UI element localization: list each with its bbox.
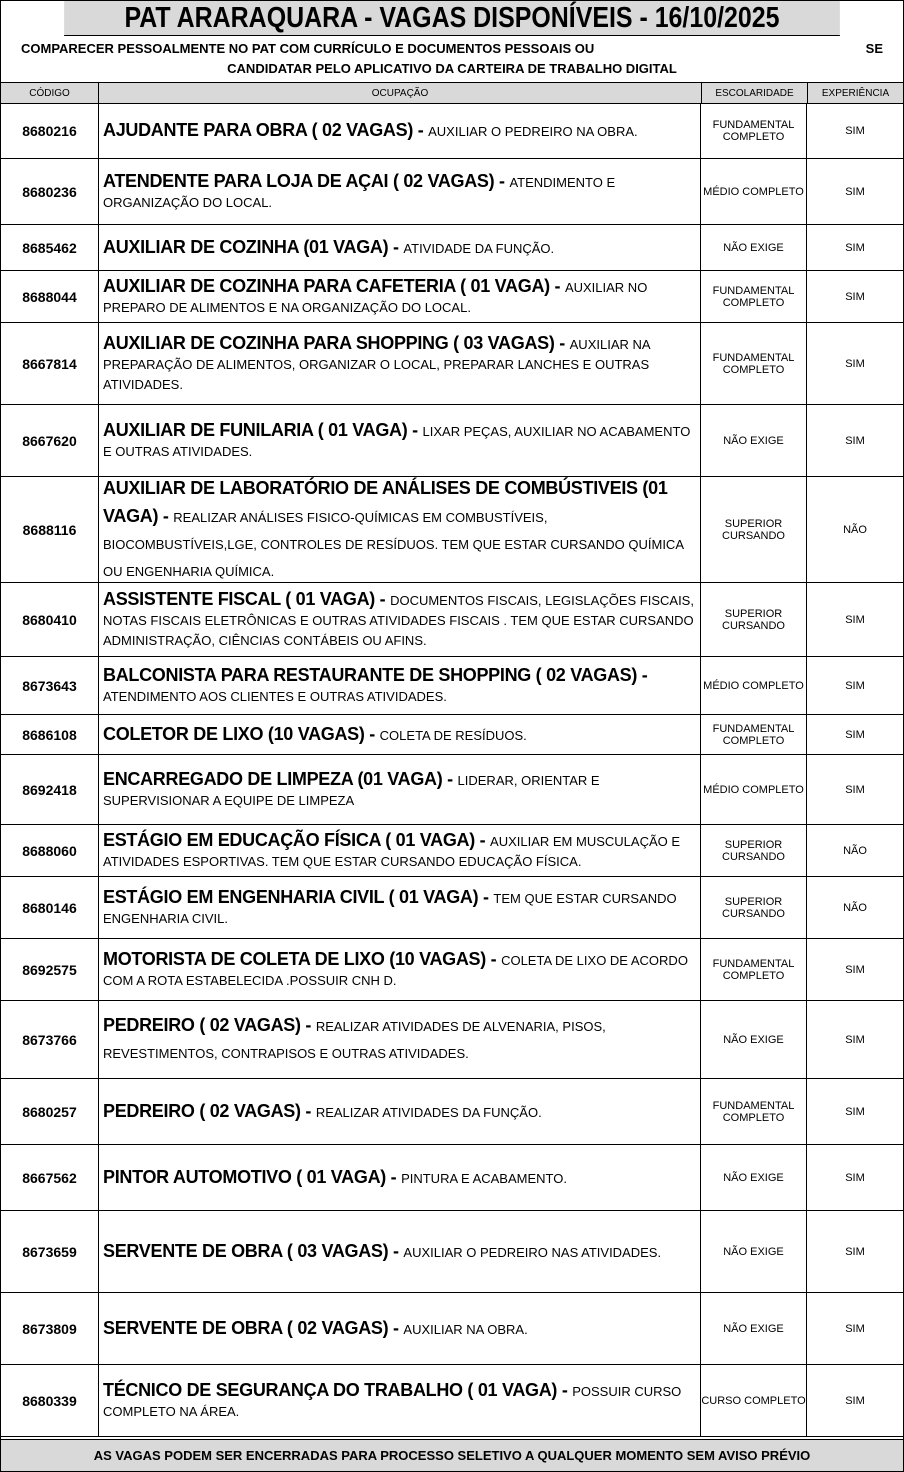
occupation-description: AUXILIAR O PEDREIRO NAS ATIVIDADES. [403, 1244, 662, 1260]
occupation-title: PEDREIRO ( 02 VAGAS) - [103, 1100, 316, 1121]
occupation-title: PINTOR AUTOMOTIVO ( 01 VAGA) - [103, 1166, 402, 1187]
job-occupation [99, 1079, 701, 1144]
occupation-title: TÉCNICO DE SEGURANÇA DO TRABALHO ( 01 VAGA) - [103, 1379, 573, 1400]
occupation-title: AUXILIAR DE COZINHA PARA CAFETERIA ( 01 VAGA) - [103, 275, 565, 296]
occupation-text [103, 949, 696, 991]
occupation-description: AUXILIAR NA PREPARAÇÃO DE ALIMENTOS, ORGANIZAR O LOCAL, PREPARAR LANCHES E OUTRAS ATIVIDADES. [103, 336, 650, 392]
occupation-text [103, 1167, 567, 1189]
table-row [1, 159, 903, 225]
job-code: 8692575 [1, 939, 99, 1000]
table-row [1, 583, 903, 657]
job-education: CURSO COMPLETO [701, 1365, 807, 1436]
job-occupation [99, 225, 701, 270]
table-row [1, 1145, 903, 1211]
job-occupation [99, 159, 701, 224]
job-occupation [99, 825, 701, 876]
job-experience: SIM [845, 290, 865, 303]
job-education: MÉDIO COMPLETO [701, 755, 807, 824]
job-education: FUNDAMENTAL COMPLETO [701, 271, 807, 322]
job-code: 8688044 [1, 271, 99, 322]
header-occupation: OCUPAÇÃO [99, 83, 702, 103]
job-experience: SIM [845, 241, 865, 254]
job-experience: SIM [845, 1322, 865, 1335]
job-code: 8673766 [1, 1001, 99, 1078]
job-code: 8667562 [1, 1145, 99, 1210]
notice-line-1: COMPARECER PESSOALMENTE NO PAT COM CURRÍCULO E DOCUMENTOS PESSOAIS OU [21, 41, 595, 56]
table-body [1, 104, 903, 1437]
job-occupation [99, 271, 701, 322]
table-row [1, 715, 903, 755]
occupation-title: ENCARREGADO DE LIMPEZA (01 VAGA) - [103, 768, 458, 789]
occupation-description: AUXILIAR O PEDREIRO NA OBRA. [428, 124, 638, 139]
table-row [1, 104, 903, 159]
occupation-title: COLETOR DE LIXO (10 VAGAS) - [103, 723, 380, 744]
header-experience: EXPERIÊNCIA [821, 87, 890, 99]
job-occupation [99, 583, 701, 656]
job-code: 8667814 [1, 323, 99, 404]
occupation-description: REALIZAR ATIVIDADES DA FUNÇÃO. [315, 1104, 542, 1120]
occupation-title: SERVENTE DE OBRA ( 02 VAGAS) - [103, 1317, 404, 1338]
occupation-text [103, 1012, 696, 1067]
job-code: 8673643 [1, 657, 99, 714]
notice-line-2: CANDIDATAR PELO APLICATIVO DA CARTEIRA DE TRABALHO DIGITAL [227, 61, 677, 76]
occupation-title: AUXILIAR DE FUNILARIA ( 01 VAGA) - [103, 419, 423, 440]
occupation-text [103, 276, 696, 318]
job-education: NÃO EXIGE [701, 1211, 807, 1292]
occupation-description: LIXAR PEÇAS, AUXILIAR NO ACABAMENTO E OUTRAS ATIVIDADES. [103, 423, 691, 459]
table-row [1, 405, 903, 477]
table-row [1, 1293, 903, 1365]
occupation-title: ESTÁGIO EM EDUCAÇÃO FÍSICA ( 01 VAGA) - [103, 829, 491, 850]
job-code: 8680146 [1, 877, 99, 938]
job-experience: SIM [845, 434, 865, 447]
job-experience: SIM [845, 1171, 865, 1184]
table-row [1, 755, 903, 825]
occupation-text [103, 724, 527, 746]
job-code: 8680257 [1, 1079, 99, 1144]
job-occupation [99, 939, 701, 1000]
occupation-title: ASSISTENTE FISCAL ( 01 VAGA) - [103, 588, 391, 609]
job-occupation [99, 715, 701, 754]
table-row [1, 1365, 903, 1437]
occupation-description: AUXILIAR NO PREPARO DE ALIMENTOS E NA ORGANIZAÇÃO DO LOCAL. [103, 279, 648, 315]
occupation-text [103, 665, 696, 707]
occupation-text [103, 887, 696, 929]
job-experience: NÃO [843, 901, 867, 914]
table-row [1, 877, 903, 939]
job-experience: NÃO [843, 844, 867, 857]
occupation-title: SERVENTE DE OBRA ( 03 VAGAS) - [103, 1240, 404, 1261]
table-row [1, 1001, 903, 1079]
job-occupation [99, 657, 701, 714]
occupation-text [103, 420, 696, 462]
occupation-title: MOTORISTA DE COLETA DE LIXO (10 VAGAS) - [103, 948, 502, 969]
job-occupation [99, 323, 701, 404]
job-education: NÃO EXIGE [701, 1145, 807, 1210]
occupation-description: DOCUMENTOS FISCAIS, LEGISLAÇÕES FISCAIS, NOTAS FISCAIS ELETRÔNICAS E OUTRAS ATIVIDADES FISCAIS . TEM QUE ESTAR CURSANDO ADMINISTRAÇÃO, CIÊNCIAS CONTÁBEIS OU AFINS. [103, 592, 694, 648]
occupation-title: AUXILIAR DE COZINHA PARA SHOPPING ( 03 VAGAS) - [103, 332, 570, 353]
job-experience: SIM [845, 125, 865, 137]
table-row [1, 271, 903, 323]
job-experience: SIM [845, 185, 865, 198]
job-education: MÉDIO COMPLETO [701, 657, 807, 714]
occupation-text [103, 1318, 528, 1340]
job-education: MÉDIO COMPLETO [701, 159, 807, 224]
occupation-title: ESTÁGIO EM ENGENHARIA CIVIL ( 01 VAGA) - [103, 886, 494, 907]
occupation-text [103, 830, 696, 872]
table-row [1, 657, 903, 715]
job-occupation [99, 755, 701, 824]
job-code: 8680339 [1, 1365, 99, 1436]
job-occupation [99, 477, 701, 582]
job-education: NÃO EXIGE [701, 1293, 807, 1364]
job-experience: SIM [845, 1394, 865, 1407]
occupation-description: COLETA DE LIXO DE ACORDO COM A ROTA ESTABELECIDA .POSSUIR CNH D. [103, 952, 688, 988]
job-code: 8688116 [1, 477, 99, 582]
occupation-description: COLETA DE RESÍDUOS. [379, 727, 527, 743]
table-row [1, 1079, 903, 1145]
job-experience: SIM [845, 1033, 865, 1046]
occupation-description: TEM QUE ESTAR CURSANDO ENGENHARIA CIVIL. [103, 890, 677, 926]
job-education: SUPERIOR CURSANDO [701, 583, 807, 656]
job-code: 8673809 [1, 1293, 99, 1364]
notice-line-1-end: SE [865, 41, 883, 56]
occupation-title: AJUDANTE PARA OBRA ( 02 VAGAS) - [103, 120, 429, 140]
occupation-description: REALIZAR ANÁLISES FISICO-QUÍMICAS EM COMBUSTÍVEIS, BIOCOMBUSTÍVEIS,LGE, CONTROLES DE RESÍDUOS. TEM QUE ESTAR CURSANDO QUÍMICA OU ENGENHARIA QUÍMICA. [103, 509, 684, 579]
job-experience: SIM [845, 728, 865, 741]
job-education: SUPERIOR CURSANDO [701, 477, 807, 582]
job-occupation [99, 1365, 701, 1436]
job-occupation [99, 405, 701, 476]
job-code: 8692418 [1, 755, 99, 824]
occupation-text [103, 333, 696, 395]
table-row [1, 225, 903, 271]
occupation-description: AUXILIAR EM MUSCULAÇÃO E ATIVIDADES ESPORTIVAS. TEM QUE ESTAR CURSANDO EDUCAÇÃO FÍSICA. [103, 833, 681, 869]
job-experience: SIM [845, 1105, 865, 1118]
table-row [1, 825, 903, 877]
job-education: SUPERIOR CURSANDO [701, 825, 807, 876]
job-code: 8680236 [1, 159, 99, 224]
occupation-text [103, 171, 696, 213]
occupation-description: PINTURA E ACABAMENTO. [401, 1170, 567, 1186]
job-code: 8688060 [1, 825, 99, 876]
job-education: NÃO EXIGE [701, 405, 807, 476]
occupation-text [103, 1241, 661, 1263]
table-row [1, 477, 903, 583]
job-education: FUNDAMENTAL COMPLETO [701, 323, 807, 404]
occupation-text [103, 769, 696, 811]
occupation-description: POSSUIR CURSO COMPLETO NA ÁREA. [103, 1383, 682, 1419]
job-occupation [99, 104, 701, 158]
job-experience: SIM [845, 783, 865, 796]
job-education: FUNDAMENTAL COMPLETO [701, 939, 807, 1000]
job-code: 8680216 [1, 104, 99, 158]
job-education: FUNDAMENTAL COMPLETO [701, 715, 807, 754]
job-occupation [99, 1211, 701, 1292]
occupation-title: PEDREIRO ( 02 VAGAS) - [103, 1015, 316, 1035]
job-code: 8685462 [1, 225, 99, 270]
occupation-text [103, 1101, 542, 1123]
occupation-text [103, 237, 554, 259]
job-occupation [99, 1293, 701, 1364]
occupation-text [103, 589, 696, 651]
occupation-description: ATIVIDADE DA FUNÇÃO. [403, 240, 555, 256]
job-occupation [99, 1001, 701, 1078]
occupation-description: LIDERAR, ORIENTAR E SUPERVISIONAR A EQUIPE DE LIMPEZA [103, 772, 600, 808]
instructions-notice [1, 36, 903, 83]
job-experience: NÃO [843, 523, 867, 536]
header-education: ESCOLARIDADE [702, 83, 808, 103]
job-experience: SIM [845, 613, 865, 626]
occupation-title: AUXILIAR DE LABORATÓRIO DE ANÁLISES DE COMBÚSTIVEIS (01 VAGA) - [103, 477, 668, 526]
occupation-title: ATENDENTE PARA LOJA DE AÇAI ( 02 VAGAS) - [103, 170, 510, 191]
job-code: 8686108 [1, 715, 99, 754]
occupation-description: REALIZAR ATIVIDADES DE ALVENARIA, PISOS, REVESTIMENTOS, CONTRAPISOS E OUTRAS ATIVIDADES. [103, 1019, 606, 1061]
occupation-text [103, 1380, 696, 1422]
table-header [1, 83, 903, 104]
job-education: SUPERIOR CURSANDO [701, 877, 807, 938]
job-code: 8680410 [1, 583, 99, 656]
occupation-title: BALCONISTA PARA RESTAURANTE DE SHOPPING ( 02 VAGAS) - [103, 664, 648, 685]
job-experience: SIM [845, 679, 865, 692]
table-row [1, 1211, 903, 1293]
occupation-title: AUXILIAR DE COZINHA (01 VAGA) - [103, 236, 404, 257]
table-row [1, 323, 903, 405]
occupation-description: ATENDIMENTO E ORGANIZAÇÃO DO LOCAL. [103, 174, 616, 210]
job-code: 8667620 [1, 405, 99, 476]
job-experience: SIM [845, 1245, 865, 1258]
job-education: FUNDAMENTAL COMPLETO [701, 104, 807, 158]
job-education: NÃO EXIGE [701, 225, 807, 270]
occupation-description: ATENDIMENTO AOS CLIENTES E OUTRAS ATIVIDADES. [103, 688, 447, 704]
job-education: FUNDAMENTAL COMPLETO [701, 1079, 807, 1144]
job-occupation [99, 877, 701, 938]
occupation-text [103, 475, 696, 585]
occupation-description: AUXILIAR NA OBRA. [403, 1321, 528, 1337]
header-code: CÓDIGO [1, 83, 99, 103]
page-title: PAT ARARAQUARA - VAGAS DISPONÍVEIS - 16/10/2025 [64, 1, 840, 36]
job-experience: SIM [845, 963, 865, 976]
job-code: 8673659 [1, 1211, 99, 1292]
job-experience: SIM [845, 357, 865, 370]
job-education: NÃO EXIGE [701, 1001, 807, 1078]
table-row [1, 939, 903, 1001]
job-occupation [99, 1145, 701, 1210]
occupation-text [103, 120, 638, 142]
footer-disclaimer: AS VAGAS PODEM SER ENCERRADAS PARA PROCESSO SELETIVO A QUALQUER MOMENTO SEM AVISO PRÉVIO [1, 1439, 903, 1471]
